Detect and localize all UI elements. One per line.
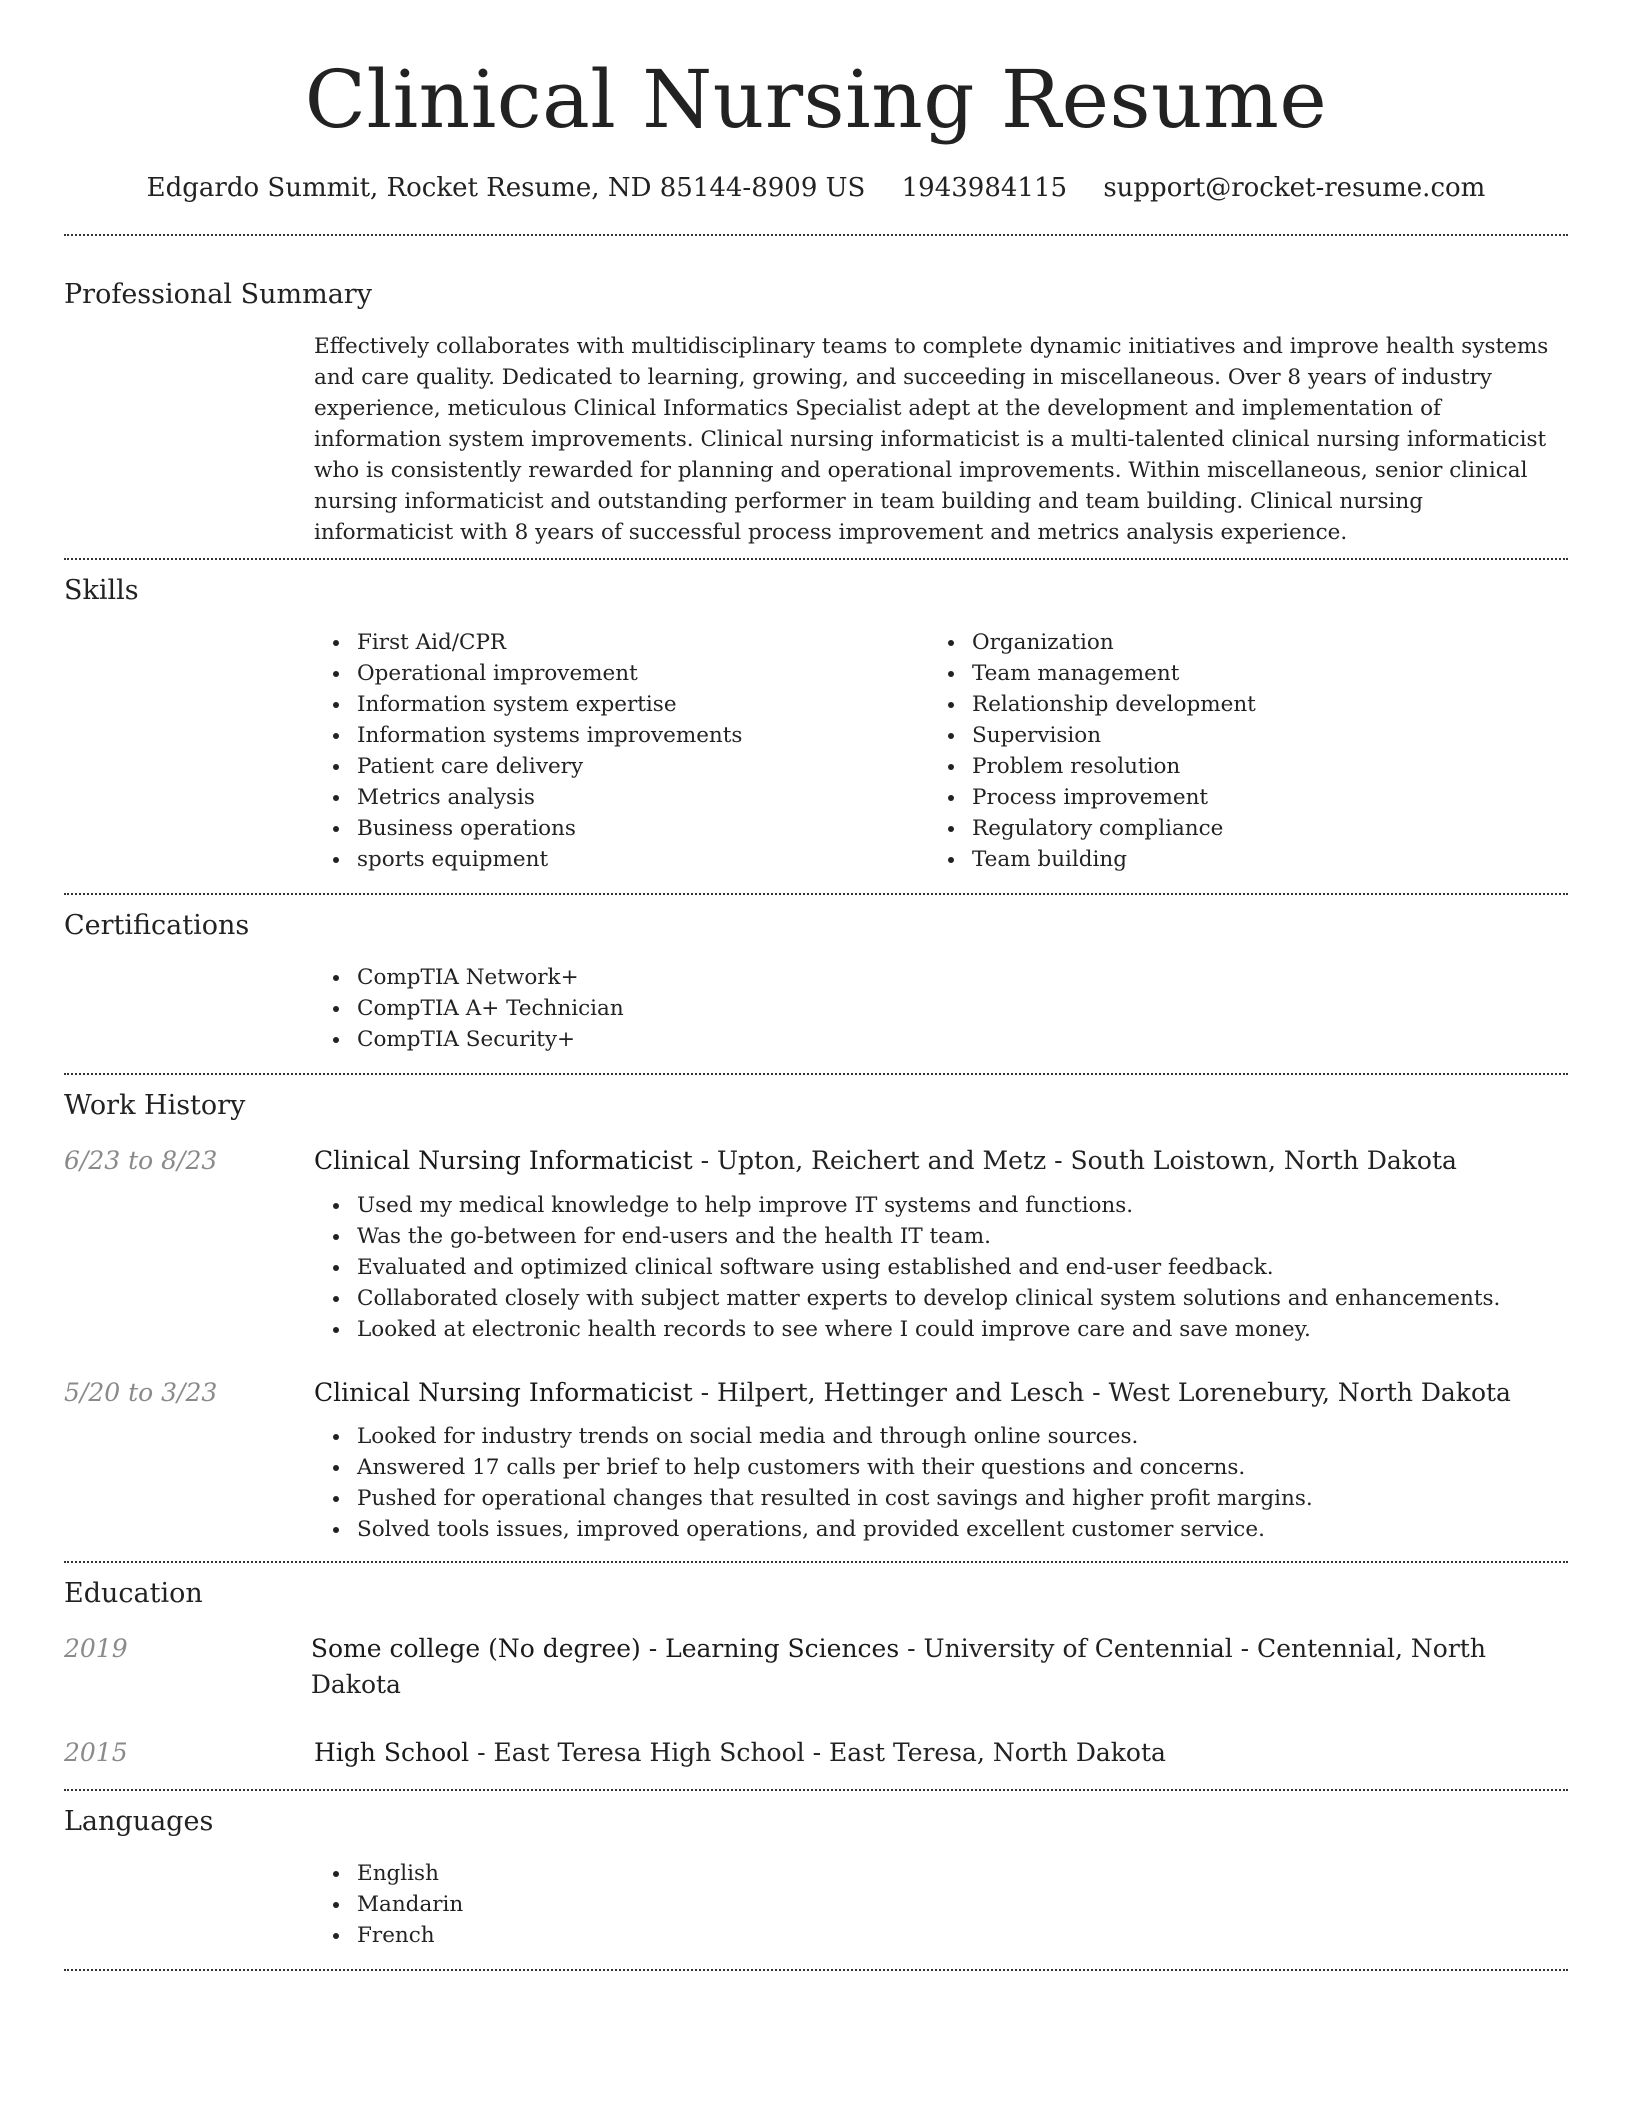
contact-email: support@rocket-resume.com	[1103, 173, 1486, 203]
job-bullet: Collaborated closely with subject matter experts to develop clinical system solutions and enhancements.	[314, 1283, 1568, 1314]
job-heading	[314, 1375, 1511, 1411]
languages-list	[314, 1858, 1568, 1951]
education-heading	[314, 1735, 1166, 1771]
section-title-work-history: Work History	[64, 1090, 246, 1121]
job-bullets	[314, 1421, 1568, 1545]
job-dates: 5/20 to 3/23	[64, 1378, 218, 1407]
skill-item: Team management	[929, 658, 1544, 689]
skill-item: Team building	[929, 844, 1544, 875]
contact-phone: 1943984115	[901, 173, 1068, 203]
resume-page	[64, 0, 1568, 1971]
job-bullet: Looked at electronic health records to see where I could improve care and save money.	[314, 1314, 1568, 1345]
divider	[64, 1969, 1568, 1971]
education-year: 2015	[64, 1738, 128, 1767]
section-title-summary: Professional Summary	[64, 279, 372, 310]
certification-item: CompTIA A+ Technician	[314, 993, 1568, 1024]
skills-list-right	[929, 627, 1544, 875]
job-title: Clinical Nursing Informaticist	[314, 1378, 693, 1407]
summary-section	[64, 236, 1568, 548]
education-school: - University of Centennial - Centennial, North Dakota	[310, 1634, 1486, 1699]
certifications-list	[314, 962, 1568, 1055]
skill-item: Patient care delivery	[314, 751, 929, 782]
education-entry	[64, 1631, 1568, 1703]
skill-item: Metrics analysis	[314, 782, 929, 813]
section-title-skills: Skills	[64, 575, 139, 606]
job-dates: 6/23 to 8/23	[64, 1146, 218, 1175]
skill-item: sports equipment	[314, 844, 929, 875]
job-entry	[64, 1143, 1568, 1179]
education-degree: High School	[314, 1738, 470, 1767]
job-bullet: Was the go-between for end-users and the health IT team.	[314, 1221, 1568, 1252]
education-school: - East Teresa High School - East Teresa, North Dakota	[469, 1738, 1166, 1767]
certification-item: CompTIA Security+	[314, 1024, 1568, 1055]
resume-title: Clinical Nursing Resume	[304, 53, 1328, 146]
section-title-languages: Languages	[64, 1806, 214, 1837]
skill-item: Supervision	[929, 720, 1544, 751]
skill-item: Relationship development	[929, 689, 1544, 720]
skill-item: Information system expertise	[314, 689, 929, 720]
certifications-section	[64, 895, 1568, 1055]
skill-item: First Aid/CPR	[314, 627, 929, 658]
job-employer: - Upton, Reichert and Metz - South Loistown, North Dakota	[692, 1146, 1457, 1175]
job-bullet: Solved tools issues, improved operations, and provided excellent customer service.	[314, 1514, 1568, 1545]
job-bullet: Answered 17 calls per brief to help customers with their questions and concerns.	[314, 1452, 1568, 1483]
job-bullet: Used my medical knowledge to help improve IT systems and functions.	[314, 1190, 1568, 1221]
education-section	[64, 1563, 1568, 1771]
education-heading	[311, 1631, 1568, 1703]
summary-text: Effectively collaborates with multidisciplinary teams to complete dynamic initiatives and improve health systems and care quality. Dedicated to learning, growing, and succeeding in miscellaneous. Over 8 years of industry experience, meticulous Clinical Informatics Specialist adept at the development and implementation of information system improvements. Clinical nursing informaticist is a multi-talented clinical nursing informaticist who is consistently rewarded for planning and operational improvements. Within miscellaneous, senior clinical nursing informaticist and outstanding performer in team building and team building. Clinical nursing informaticist with 8 years of successful process improvement and metrics analysis experience.	[314, 334, 1549, 545]
skill-item: Organization	[929, 627, 1544, 658]
skill-item: Regulatory compliance	[929, 813, 1544, 844]
job-employer: - Hilpert, Hettinger and Lesch - West Lorenebury, North Dakota	[692, 1378, 1511, 1407]
job-title: Clinical Nursing Informaticist	[314, 1146, 693, 1175]
job-bullets	[314, 1190, 1568, 1345]
section-title-certifications: Certifications	[64, 910, 250, 941]
job-bullet: Looked for industry trends on social media and through online sources.	[314, 1421, 1568, 1452]
education-entry	[64, 1735, 1568, 1771]
skill-item: Problem resolution	[929, 751, 1544, 782]
work-history-section	[64, 1075, 1568, 1545]
job-bullet: Pushed for operational changes that resulted in cost savings and higher profit margins.	[314, 1483, 1568, 1514]
contact-line	[64, 168, 1568, 208]
section-title-education: Education	[64, 1578, 203, 1609]
education-degree: Some college (No degree) - Learning Sciences	[310, 1634, 900, 1663]
education-year: 2019	[64, 1634, 128, 1663]
certification-item: CompTIA Network+	[314, 962, 1568, 993]
job-entry	[64, 1375, 1568, 1411]
skill-item: Process improvement	[929, 782, 1544, 813]
skill-item: Operational improvement	[314, 658, 929, 689]
skill-item: Information systems improvements	[314, 720, 929, 751]
language-item: French	[314, 1920, 1568, 1951]
skill-item: Business operations	[314, 813, 929, 844]
contact-address: Edgardo Summit, Rocket Resume, ND 85144-8909 US	[146, 173, 866, 203]
language-item: English	[314, 1858, 1568, 1889]
language-item: Mandarin	[314, 1889, 1568, 1920]
job-heading	[314, 1143, 1457, 1179]
job-bullet: Evaluated and optimized clinical software using established and end-user feedback.	[314, 1252, 1568, 1283]
languages-section	[64, 1791, 1568, 1951]
skills-list-left	[314, 627, 929, 875]
skills-section	[64, 560, 1568, 875]
